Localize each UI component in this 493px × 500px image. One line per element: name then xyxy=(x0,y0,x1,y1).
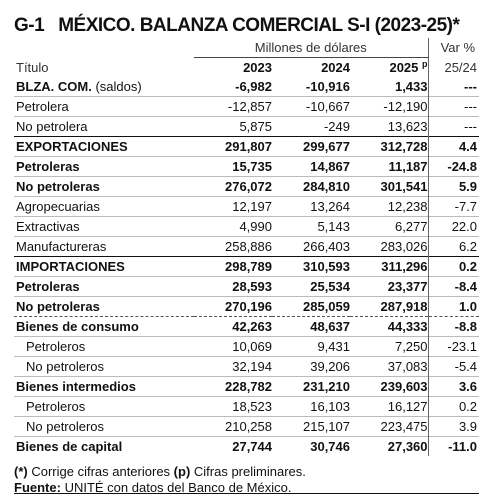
var-cell: -7.7 xyxy=(428,197,479,217)
value-cell-2025: -12,190 xyxy=(350,97,428,117)
table-row xyxy=(14,177,479,197)
var-cell: 1.0 xyxy=(428,297,479,317)
row-label-text: No petroleras xyxy=(16,299,100,314)
var-cell: --- xyxy=(428,77,479,97)
var-period-header: 25/24 xyxy=(428,58,479,78)
year-header-2023: 2023 xyxy=(243,60,272,75)
var-cell: -23.1 xyxy=(428,337,479,357)
value-cell-2024: 299,677 xyxy=(272,137,350,157)
var-cell: -5.4 xyxy=(428,357,479,377)
row-label-suffix: (saldos) xyxy=(91,79,142,94)
value-cell-2025: 11,187 xyxy=(350,157,428,177)
row-label xyxy=(14,117,194,137)
table-row xyxy=(14,137,479,157)
value-cell-2024: -249 xyxy=(272,117,350,137)
row-label-text: IMPORTACIONES xyxy=(16,259,125,274)
value-cell-2025: 223,475 xyxy=(350,417,428,437)
value-cell-2023: 12,197 xyxy=(194,197,272,217)
table-row xyxy=(14,357,479,377)
value-cell-2023: 258,886 xyxy=(194,237,272,257)
header-row-units xyxy=(14,38,479,58)
var-cell: -8.8 xyxy=(428,317,479,337)
value-cell-2024: 13,264 xyxy=(272,197,350,217)
bottom-rule xyxy=(14,493,479,494)
value-cell-2023: 228,782 xyxy=(194,377,272,397)
row-label xyxy=(14,357,194,377)
row-label-text: No petroleros xyxy=(26,419,105,434)
value-cell-2025: 23,377 xyxy=(350,277,428,297)
row-label xyxy=(14,97,194,117)
value-cell-2023: 291,807 xyxy=(194,137,272,157)
trade-balance-table xyxy=(14,38,479,456)
row-label-text: Petroleros xyxy=(26,399,86,414)
value-cell-2023: 4,990 xyxy=(194,217,272,237)
value-cell-2024: 231,210 xyxy=(272,377,350,397)
row-label-text: BLZA. COM. xyxy=(16,79,92,94)
value-cell-2023: 15,735 xyxy=(194,157,272,177)
row-label-text: Petrolera xyxy=(16,99,69,114)
value-cell-2024: 16,103 xyxy=(272,397,350,417)
value-cell-2024: 284,810 xyxy=(272,177,350,197)
var-cell: -8.4 xyxy=(428,277,479,297)
row-label-text: Petroleros xyxy=(26,339,86,354)
year-header-2025 xyxy=(350,58,428,78)
table-row xyxy=(14,157,479,177)
row-label xyxy=(14,137,194,157)
row-label xyxy=(14,397,194,417)
table-row xyxy=(14,437,479,457)
table-row xyxy=(14,97,479,117)
prelim-mark: p xyxy=(422,59,428,69)
value-cell-2023: 276,072 xyxy=(194,177,272,197)
value-cell-2024: 310,593 xyxy=(272,257,350,277)
table-row xyxy=(14,117,479,137)
table-row xyxy=(14,297,479,317)
value-cell-2024: 25,534 xyxy=(272,277,350,297)
value-cell-2025: 44,333 xyxy=(350,317,428,337)
table-row xyxy=(14,317,479,337)
figure-title-text: MÉXICO. BALANZA COMERCIAL S-I (2023-25)* xyxy=(58,15,460,36)
source-text: UNITÉ con datos del Banco de México. xyxy=(60,480,292,495)
value-cell-2025: 13,623 xyxy=(350,117,428,137)
footnote-mark-prelim: (p) xyxy=(173,464,191,479)
value-cell-2025: 7,250 xyxy=(350,337,428,357)
var-cell: 4.4 xyxy=(428,137,479,157)
row-label-text: No petrolera xyxy=(16,119,88,134)
footnote-prelim-text: Cifras preliminares. xyxy=(190,464,306,479)
row-label-text: Petroleras xyxy=(16,279,80,294)
table-row xyxy=(14,217,479,237)
value-cell-2023: 28,593 xyxy=(194,277,272,297)
value-cell-2025: 312,728 xyxy=(350,137,428,157)
value-cell-2023: 270,196 xyxy=(194,297,272,317)
var-cell: --- xyxy=(428,97,479,117)
var-cell: 6.2 xyxy=(428,237,479,257)
value-cell-2023: 27,744 xyxy=(194,437,272,457)
value-cell-2025: 27,360 xyxy=(350,437,428,457)
value-cell-2023: 18,523 xyxy=(194,397,272,417)
row-label xyxy=(14,177,194,197)
var-label: Var % xyxy=(428,38,479,58)
row-label-text: Agropecuarias xyxy=(16,199,100,214)
value-cell-2023: 32,194 xyxy=(194,357,272,377)
value-cell-2024: 48,637 xyxy=(272,317,350,337)
table-row xyxy=(14,197,479,217)
table-row xyxy=(14,257,479,277)
row-label xyxy=(14,217,194,237)
row-label xyxy=(14,277,194,297)
figure-title xyxy=(14,14,479,38)
value-cell-2023: 10,069 xyxy=(194,337,272,357)
value-cell-2024: 9,431 xyxy=(272,337,350,357)
row-label xyxy=(14,257,194,277)
footnotes xyxy=(14,464,479,496)
year-header-2024: 2024 xyxy=(321,60,350,75)
row-label-header: Título xyxy=(16,59,49,75)
footnote-correction-text: Corrige cifras anteriores xyxy=(27,464,174,479)
value-cell-2024: 39,206 xyxy=(272,357,350,377)
row-label xyxy=(14,417,194,437)
var-cell: 5.9 xyxy=(428,177,479,197)
table-row xyxy=(14,397,479,417)
row-label-text: Bienes de capital xyxy=(16,439,123,454)
row-label xyxy=(14,197,194,217)
value-cell-2025: 301,541 xyxy=(350,177,428,197)
value-cell-2024: 215,107 xyxy=(272,417,350,437)
row-label-text: EXPORTACIONES xyxy=(16,139,128,154)
row-label-text: No petroleras xyxy=(16,179,100,194)
value-cell-2025: 6,277 xyxy=(350,217,428,237)
value-cell-2024: -10,667 xyxy=(272,97,350,117)
row-label-text: Bienes intermedios xyxy=(16,379,136,394)
value-cell-2025: 287,918 xyxy=(350,297,428,317)
row-label-text: Manufactureras xyxy=(16,239,107,254)
units-label: Millones de dólares xyxy=(194,38,428,58)
value-cell-2023: 5,875 xyxy=(194,117,272,137)
footnote-marks xyxy=(14,464,479,480)
table-row xyxy=(14,277,479,297)
value-cell-2023: -12,857 xyxy=(194,97,272,117)
value-cell-2023: 210,258 xyxy=(194,417,272,437)
row-label xyxy=(14,437,194,457)
table-row xyxy=(14,377,479,397)
value-cell-2025: 239,603 xyxy=(350,377,428,397)
var-cell: 0.2 xyxy=(428,257,479,277)
table-row xyxy=(14,237,479,257)
value-cell-2024: 285,059 xyxy=(272,297,350,317)
row-label xyxy=(14,377,194,397)
row-label xyxy=(14,77,194,97)
year-2025-text: 2025 xyxy=(389,60,419,75)
value-cell-2025: 16,127 xyxy=(350,397,428,417)
var-cell: --- xyxy=(428,117,479,137)
row-label-text: Petroleras xyxy=(16,159,80,174)
var-cell: 3.6 xyxy=(428,377,479,397)
var-cell: 22.0 xyxy=(428,217,479,237)
table-row xyxy=(14,417,479,437)
value-cell-2025: 12,238 xyxy=(350,197,428,217)
footnote-mark-correction: (*) xyxy=(14,464,28,479)
value-cell-2023: -6,982 xyxy=(235,79,272,94)
table-row xyxy=(14,77,479,97)
row-label xyxy=(14,337,194,357)
row-label xyxy=(14,237,194,257)
value-cell-2024: 30,746 xyxy=(272,437,350,457)
row-label-text: Bienes de consumo xyxy=(16,319,139,334)
value-cell-2024: 14,867 xyxy=(272,157,350,177)
row-label xyxy=(14,317,194,337)
row-label xyxy=(14,297,194,317)
var-cell: -24.8 xyxy=(428,157,479,177)
figure-code: G-1 xyxy=(14,15,45,36)
source-label: Fuente: xyxy=(14,480,61,495)
value-cell-2025: 311,296 xyxy=(350,257,428,277)
var-cell: 3.9 xyxy=(428,417,479,437)
var-cell: 0.2 xyxy=(428,397,479,417)
row-label-text: No petroleros xyxy=(26,359,105,374)
table-row xyxy=(14,337,479,357)
row-label-text: Extractivas xyxy=(16,219,80,234)
row-label xyxy=(14,157,194,177)
value-cell-2024: 266,403 xyxy=(272,237,350,257)
value-cell-2024: 5,143 xyxy=(272,217,350,237)
value-cell-2024: -10,916 xyxy=(305,79,350,94)
value-cell-2025: 283,026 xyxy=(350,237,428,257)
header-row-years xyxy=(14,58,479,78)
var-cell: -11.0 xyxy=(428,437,479,457)
value-cell-2023: 298,789 xyxy=(194,257,272,277)
value-cell-2023: 42,263 xyxy=(194,317,272,337)
value-cell-2025: 1,433 xyxy=(394,79,428,94)
value-cell-2025: 37,083 xyxy=(350,357,428,377)
